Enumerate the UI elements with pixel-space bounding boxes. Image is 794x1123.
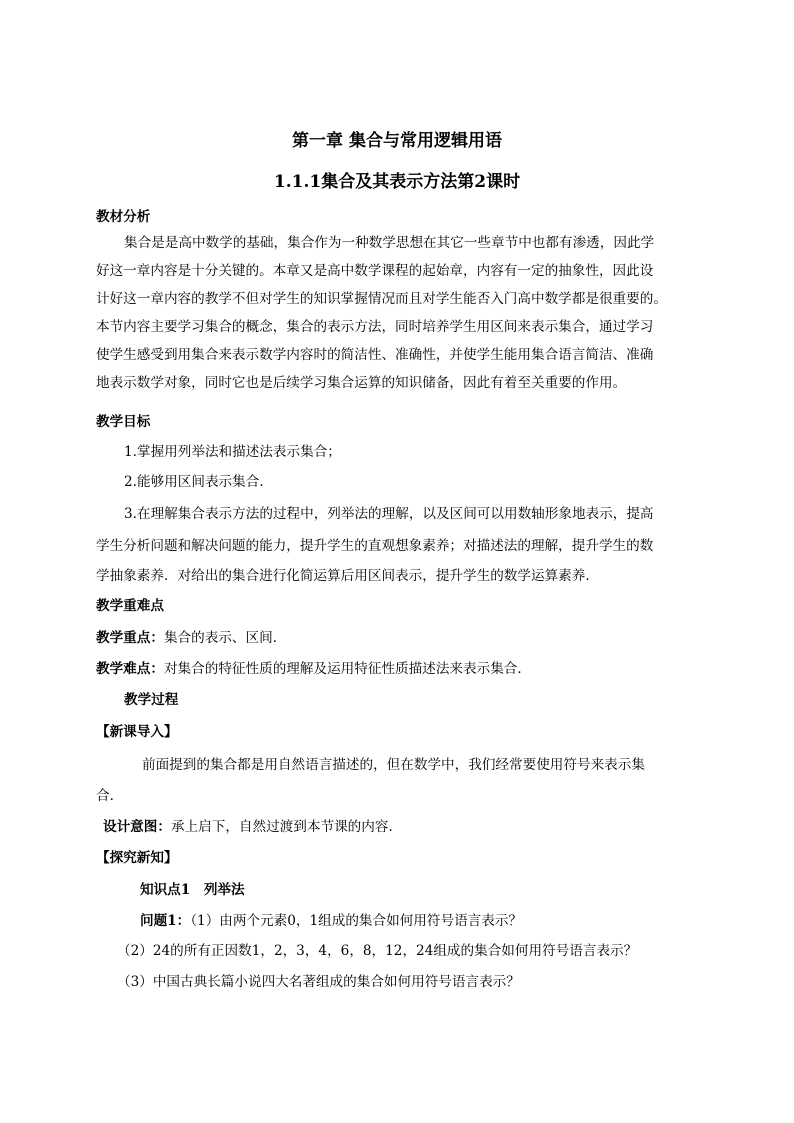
- objective-item-3-cont: 学抽象素养．对给出的集合进行化简运算后用区间表示，提升学生的数学运算素养．: [96, 568, 599, 584]
- objective-item-2: 2.能够用区间表示集合．: [124, 474, 273, 490]
- intro-line: 前面提到的集合都是用自然语言描述的，但在数学中，我们经常要使用符号来表示集: [142, 757, 645, 773]
- explore-heading: 【探究新知】: [96, 850, 178, 866]
- intro-line: 合．: [96, 788, 124, 804]
- key-point-text: 集合的表示、区间．: [163, 630, 287, 646]
- analysis-line: 计好这一章内容的教学不但对学生的知识掌握情况而且对学生能否入门高中数学都是很重要的。: [96, 291, 667, 307]
- process-heading: 教学过程: [124, 692, 179, 708]
- objectives-heading: 教学目标: [96, 414, 151, 430]
- analysis-line: 地表示数学对象，同时它也是后续学习集合运算的知识储备，因此有着至关重要的作用。: [96, 375, 627, 391]
- question-2-text: （2）24的所有正因数1，2，3，4，6，8，12，24组成的集合如何用符号语言表示？: [117, 943, 638, 959]
- chapter-title: 第一章 集合与常用逻辑用语: [292, 131, 502, 151]
- objective-item-3-cont: 学生分析问题和解决问题的能力，提升学生的直观想象素养；对描述法的理解，提升学生的数: [96, 538, 654, 554]
- analysis-line: 使学生感受到用集合来表示数学内容时的简洁性、准确性，并使学生能用集合语言简洁、准确: [96, 347, 654, 363]
- design-intent-row: [103, 821, 402, 835]
- analysis-line: 好这一章内容是十分关键的。本章又是高中数学课程的起始章，内容有一定的抽象性，因此设: [96, 263, 654, 279]
- question-3-text: （3）中国古典长篇小说四大名著组成的集合如何用符号语言表示？: [117, 974, 520, 990]
- analysis-line: 集合是是高中数学的基础，集合作为一种数学思想在其它一些章节中也都有渗透，因此学: [124, 235, 655, 251]
- key-point-row: [96, 632, 286, 646]
- difficult-point-row: [96, 663, 531, 677]
- objective-item-3: 3.在理解集合表示方法的过程中，列举法的理解，以及区间可以用数轴形象地表示，提高: [124, 506, 654, 522]
- intro-heading: 【新课导入】: [96, 724, 178, 740]
- question-1-label: 问题1：: [140, 913, 191, 929]
- analysis-line: 本节内容主要学习集合的概念，集合的表示方法，同时培养学生用区间来表示集合，通过学习: [96, 319, 654, 335]
- difficult-point-text: 对集合的特征性质的理解及运用特征性质描述法来表示集合．: [163, 661, 531, 677]
- analysis-heading: 教材分析: [96, 209, 151, 225]
- design-intent-text: 承上启下，自然过渡到本节课的内容．: [170, 819, 403, 835]
- design-intent-label: 设计意图：: [103, 819, 171, 835]
- key-point-label: 教学重点：: [96, 630, 164, 646]
- objective-item-1: 1.掌握用列举法和描述法表示集合；: [124, 444, 341, 460]
- knowledge-point-1: 知识点1 列举法: [140, 882, 245, 898]
- question-1-row: [140, 915, 522, 929]
- difficulty-heading: 教学重难点: [96, 598, 164, 614]
- lesson-title: 1.1.1集合及其表示方法第2课时: [273, 172, 521, 192]
- difficult-point-label: 教学难点：: [96, 661, 164, 677]
- question-1-text: （1）由两个元素0，1组成的集合如何用符号语言表示？: [190, 913, 523, 929]
